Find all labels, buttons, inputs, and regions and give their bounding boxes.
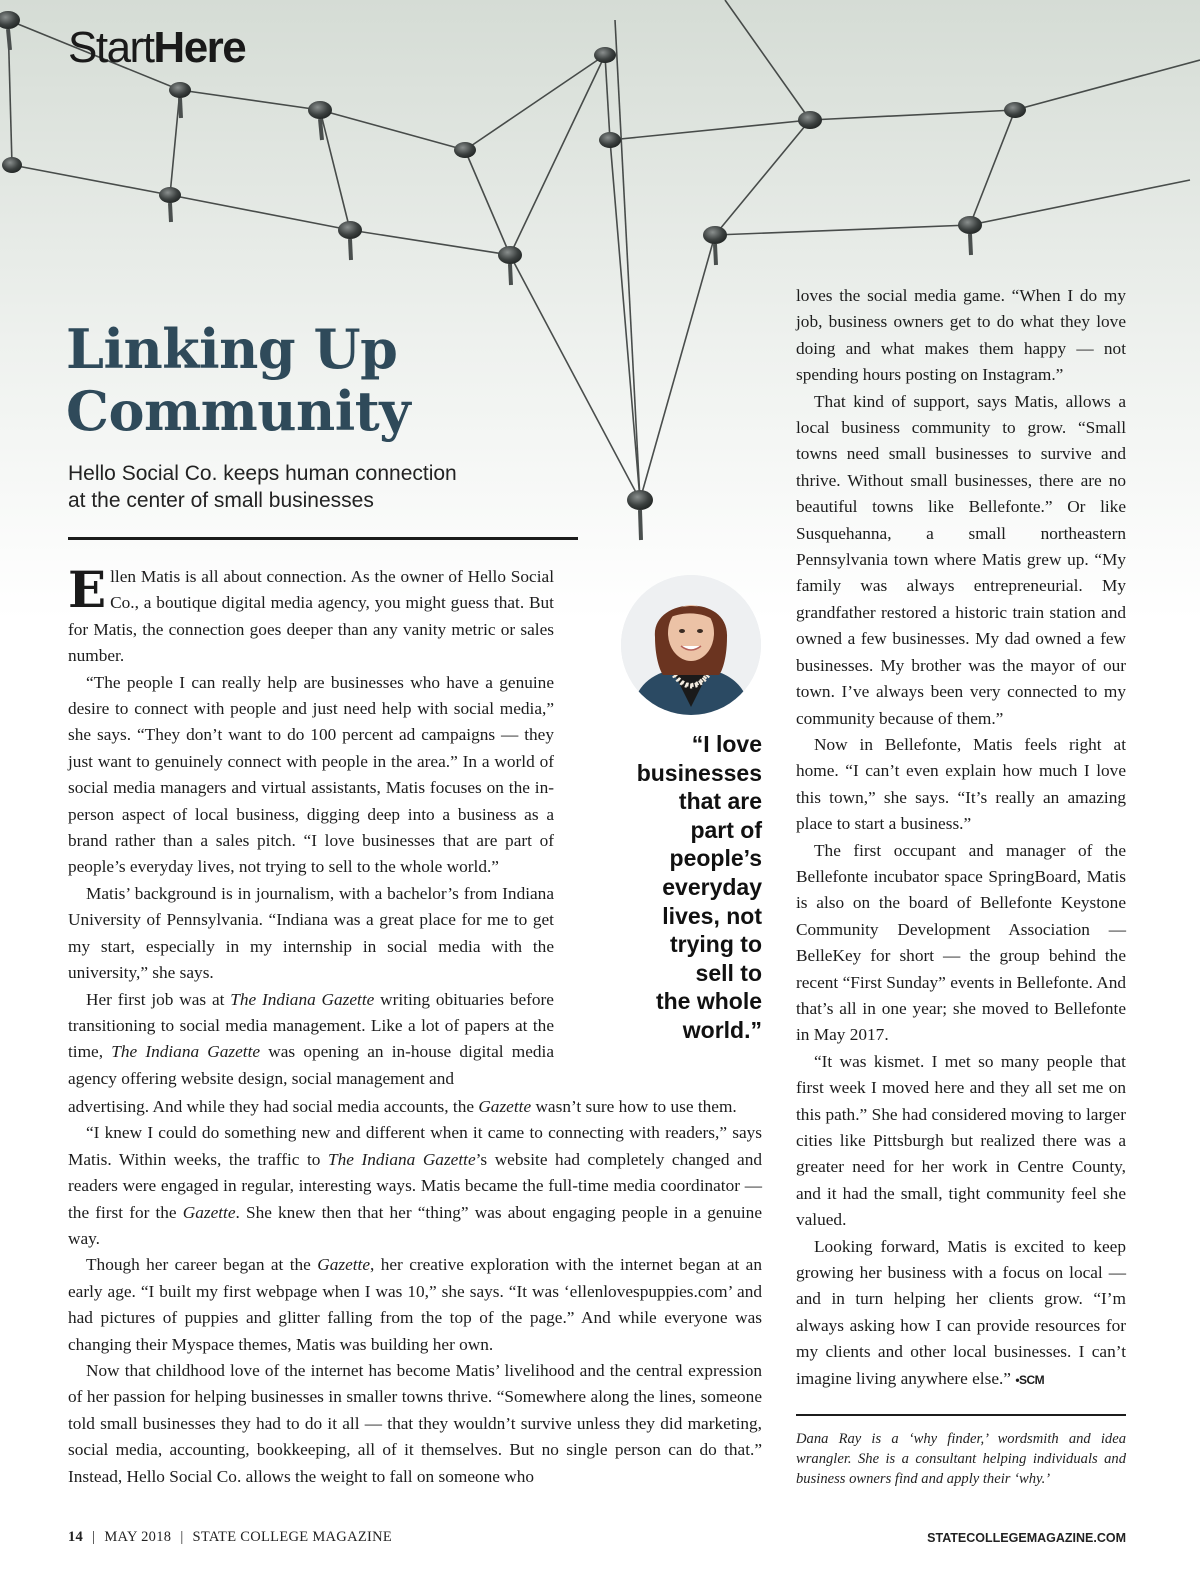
section-label <box>68 22 245 74</box>
paragraph: Now in Bellefonte, Matis feels right at home. “I can’t even explain how much I love this town,” she says. “It’s really an amazing place to start a business.” <box>796 734 1126 834</box>
paragraph: Though her career began at the Gazette, her creative exploration with the internet began at an early age. “I built my first webpage when I was 10,” she says. “It was ‘ellenlovespuppies.com’ and had pictures of puppies and glitter falling from the top of the page.” And while everyone was changing their Myspace themes, Matis was building her own. <box>68 1255 762 1354</box>
deck-subtitle <box>68 460 528 514</box>
pull-quote-line: lives, not <box>662 902 762 929</box>
magazine-url: STATECOLLEGEMAGAZINE.COM <box>927 1531 1126 1545</box>
pull-quote-line: world.” <box>682 1016 762 1043</box>
paragraph: “It was kismet. I met so many people that first week I moved here and they all set me on this path.” She had considered moving to larger cities like Pittsburgh but realized there was a greater need for her work in Centre County, and it had the small, tight community feel she valued. <box>796 1051 1126 1230</box>
page-number: 14 <box>68 1529 84 1545</box>
pull-quote-line: trying to <box>670 931 762 958</box>
pull-quote-line: everyday <box>662 873 762 900</box>
paragraph: “The people I can really help are businesses who have a genuine desire to connect with people and just need help with social media,” she says. “They don’t want to do 100 percent ad campaigns — they just want to genuinely connect with people in the area.” In a world of social media managers and virtual assistants, Matis focuses on the in-person aspect of local business, digging deep into a business as a brand rather than a sales pitch. “I love businesses that are part of people’s everyday lives, not trying to sell to the whole world.” <box>68 672 554 877</box>
author-subject-portrait <box>621 575 761 715</box>
section-label-bold: Here <box>153 23 246 72</box>
deck-line-2: at the center of small businesses <box>68 489 374 512</box>
article-column-left-bottom <box>68 1094 762 1490</box>
drop-cap: E <box>68 560 107 619</box>
pull-quote-line: part of <box>690 816 762 843</box>
headline <box>66 318 586 442</box>
magazine-name: STATE COLLEGE MAGAZINE <box>192 1529 393 1545</box>
bio-rule <box>796 1414 1126 1416</box>
issue-date: MAY 2018 <box>104 1529 172 1545</box>
headline-line-1: Linking Up <box>66 317 398 381</box>
paragraph: “I knew I could do something new and different when it came to connecting with readers,” says Matis. Within weeks, the traffic to The Indiana Gazette’s website had completely changed and readers were engaged in regular, interesting ways. Matis became the full-time media coordinator — the first for the Gazette. She knew then that her “thing” was about engaging people in a genuine way. <box>68 1123 762 1249</box>
pull-quote-line: sell to <box>695 959 762 986</box>
headline-rule <box>68 537 578 540</box>
pull-quote <box>600 730 762 1045</box>
deck-line-1: Hello Social Co. keeps human connection <box>68 462 457 485</box>
paragraph: That kind of support, says Matis, allows a local business community to grow. “Small towns need small businesses to survive and thrive. Without small businesses, there are no beautiful towns like Bellefonte.” Or like Susquehanna, a small northeastern Pennsylvania town where Matis grew up. “My family was always entrepreneurial. My grandfather restored a historic train station and owned a few businesses. My dad owned a few businesses. My brother was the mayor of our town. I’ve always been very connected to my community because of them.” <box>796 391 1126 728</box>
headline-line-2: Community <box>66 379 411 443</box>
pull-quote-line: “I love <box>691 731 762 757</box>
paragraph: Her first job was at The Indiana Gazette writing obituaries before transitioning to social media management. Like a lot of papers at the time, The Indiana Gazette was opening an in-house digital media agency offering website design, social management and <box>68 989 554 1088</box>
pull-quote-line: people’s <box>669 845 762 872</box>
paragraph: Looking forward, Matis is excited to keep growing her business with a focus on local — and in turn helping her clients grow. “I’m always asking how I can provide resources for my clients and other local businesses. I can’t imagine living anywhere else.” •SCM <box>796 1236 1126 1388</box>
paragraph: advertising. And while they had social media accounts, the Gazette wasn’t sure how to use them. <box>68 1097 737 1116</box>
pull-quote-line: businesses <box>636 759 762 786</box>
paragraph: Ellen Matis is all about connection. As the owner of Hello Social Co., a boutique digital media agency, you might guess that. But for Matis, the connection goes deeper than any vanity metric or sales number. <box>68 560 554 666</box>
pull-quote-line: the whole <box>655 988 762 1015</box>
folio: 14 | MAY 2018 | STATE COLLEGE MAGAZINE <box>68 1529 393 1545</box>
paragraph: Matis’ background is in journalism, with a bachelor’s from Indiana University of Pennsylvania. “Indiana was a great place for me to get my start, especially in my internship in social media with the university,” she says. <box>68 883 554 983</box>
paragraph: The first occupant and manager of the Bellefonte incubator space SpringBoard, Matis is also on the board of Bellefonte Keystone Community Development Association — BelleKey for short — the group behind the recent “First Sunday” events in Bellefonte. And that’s all in one year; she moved to Bellefonte in May 2017. <box>796 840 1126 1045</box>
end-mark: •SCM <box>1015 1372 1045 1387</box>
article-column-left-top <box>68 560 554 1092</box>
section-label-light: Start <box>68 23 154 72</box>
pull-quote-line: that are <box>678 788 762 815</box>
paragraph: loves the social media game. “When I do my job, business owners get to do what they love doing and what makes them happy — not spending hours posting on Instagram.” <box>796 286 1126 385</box>
author-bio: Dana Ray is a ‘why finder,’ wordsmith and idea wrangler. She is a consultant helping individuals and business owners find and apply their ‘why.’ <box>796 1431 1126 1487</box>
article-column-right <box>796 283 1126 1393</box>
paragraph: Now that childhood love of the internet has become Matis’ livelihood and the central expression of her passion for helping businesses in smaller towns thrive. “Somewhere along the lines, someone told small businesses they had to do it all — that they wouldn’t survive unless they did marketing, social media, accounting, bookkeeping, all of it themselves. But no single person can do that.” Instead, Hello Social Co. allows the weight to fall on someone who <box>68 1361 762 1486</box>
